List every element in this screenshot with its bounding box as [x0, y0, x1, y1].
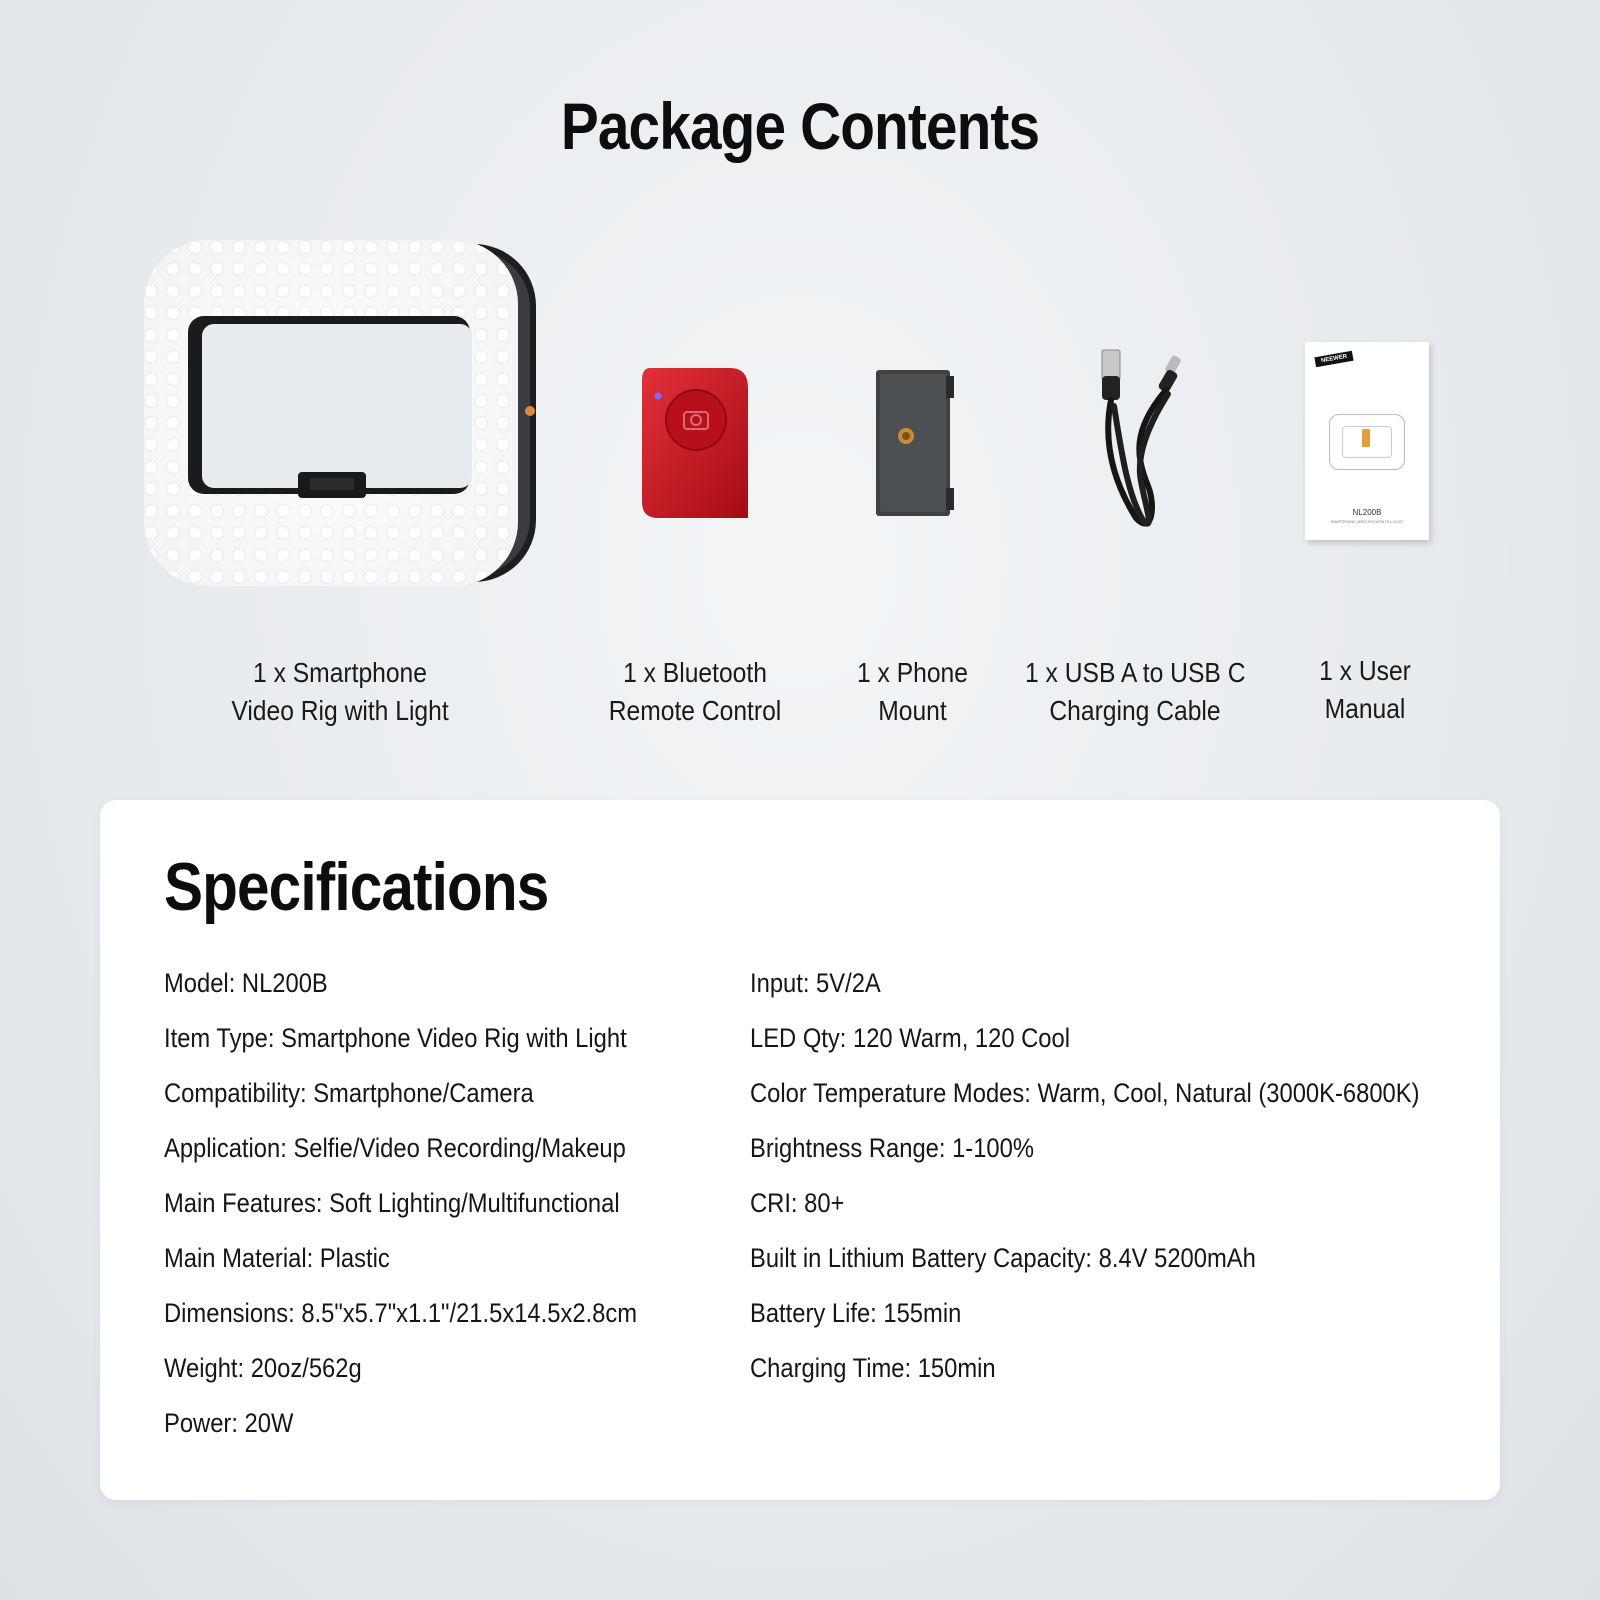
user-manual-image — [1305, 342, 1429, 540]
manual-brand-logo: NEEWER — [1314, 351, 1353, 368]
spec-item-type: Item Type: Smartphone Video Rig with Light — [164, 1023, 627, 1053]
spec-model: Model: NL200B — [164, 968, 328, 998]
spec-power: Power: 20W — [164, 1408, 294, 1438]
spec-application: Application: Selfie/Video Recording/Makeup — [164, 1133, 626, 1163]
spec-input: Input: 5V/2A — [750, 968, 881, 998]
video-rig-light-image — [140, 236, 550, 596]
spec-charging-time: Charging Time: 150min — [750, 1353, 996, 1383]
bluetooth-remote-image — [640, 368, 752, 518]
spec-battery-capacity: Built in Lithium Battery Capacity: 8.4V 5200mAh — [750, 1243, 1256, 1273]
caption-video-rig: 1 x Smartphone Video Rig with Light — [231, 657, 449, 726]
spec-battery-life: Battery Life: 155min — [750, 1298, 962, 1328]
caption-usb-cable: 1 x USB A to USB C Charging Cable — [1025, 657, 1246, 726]
spec-main-material: Main Material: Plastic — [164, 1243, 390, 1273]
specifications-title: Specifications — [164, 849, 549, 925]
manual-model: NL200B — [1352, 508, 1382, 517]
caption-phone-mount: 1 x Phone Mount — [857, 657, 968, 726]
manual-product-outline — [1329, 414, 1405, 470]
spec-cri: CRI: 80+ — [750, 1188, 845, 1218]
usb-cable-image — [1092, 346, 1202, 536]
spec-list-left — [164, 956, 702, 1451]
spec-compatibility: Compatibility: Smartphone/Camera — [164, 1078, 534, 1108]
spec-main-features: Main Features: Soft Lighting/Multifunctional — [164, 1188, 620, 1218]
caption-user-manual: 1 x User Manual — [1319, 655, 1411, 724]
phone-mount-image — [876, 370, 958, 516]
spec-weight: Weight: 20oz/562g — [164, 1353, 362, 1383]
caption-bluetooth-remote: 1 x Bluetooth Remote Control — [608, 657, 782, 726]
specifications-card — [100, 800, 1500, 1500]
spec-brightness-range: Brightness Range: 1-100% — [750, 1133, 1034, 1163]
spec-list-right — [750, 956, 1511, 1396]
spec-led-qty: LED Qty: 120 Warm, 120 Cool — [750, 1023, 1071, 1053]
manual-subtitle: SMARTPHONE VIDEO RIG WITH FILL LIGHT — [1330, 520, 1404, 524]
spec-dimensions: Dimensions: 8.5"x5.7"x1.1"/21.5x14.5x2.8cm — [164, 1298, 638, 1328]
spec-color-temperature: Color Temperature Modes: Warm, Cool, Natural (3000K-6800K) — [750, 1078, 1420, 1108]
package-contents-title: Package Contents — [560, 89, 1040, 163]
